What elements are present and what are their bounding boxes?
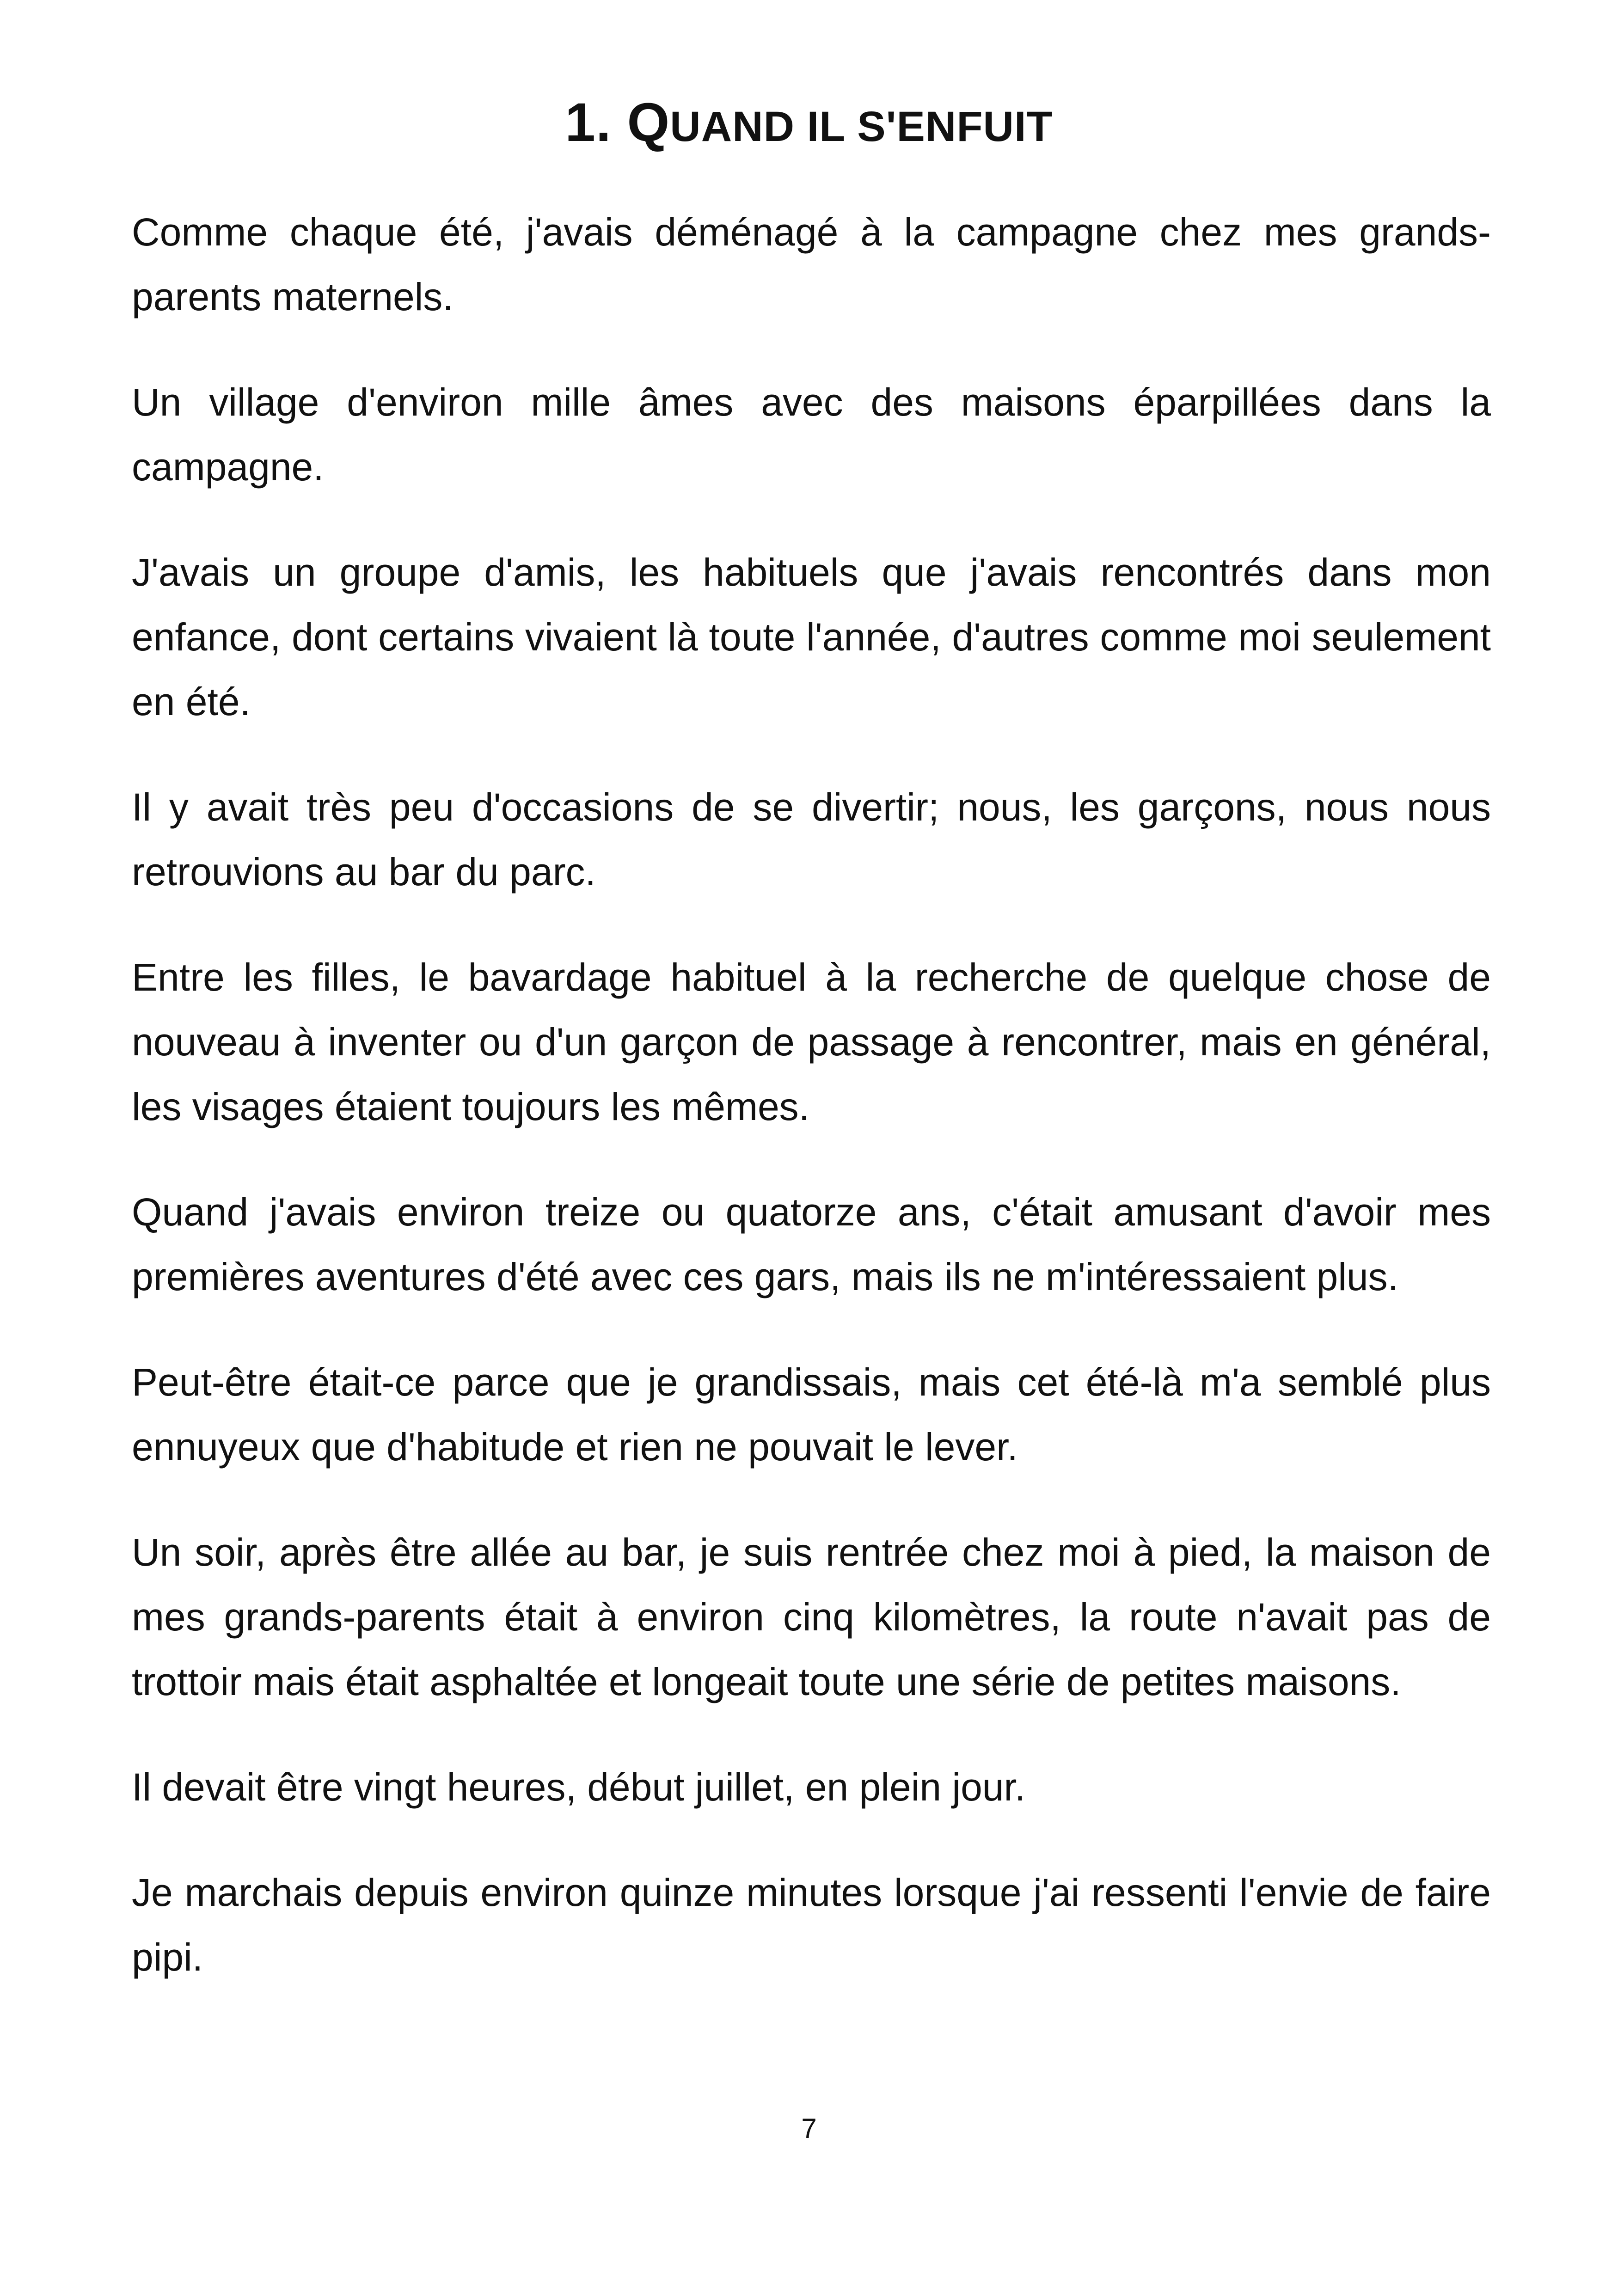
paragraph: Il devait être vingt heures, début juillet, en plein jour. [132,1765,1026,1809]
paragraph: Il y avait très peu d'occasions de se divertir; nous, les garçons, nous nous retrouvions au bar du parc. [132,785,1491,894]
chapter-title-initial: Q [627,92,670,153]
paragraph: Quand j'avais environ treize ou quatorze ans, c'était amusant d'avoir mes premières aventures d'été avec ces gars, mais ils ne m'intéressaient plus. [132,1190,1491,1298]
paragraph: Je marchais depuis environ quinze minutes lorsque j'ai ressenti l'envie de faire pipi. [132,1871,1491,1979]
body-text [132,200,1491,2030]
chapter-number: 1. [565,92,612,153]
chapter-title [0,88,1618,161]
chapter-title-rest: UAND IL S'ENFUIT [670,103,1053,150]
paragraph: Un village d'environ mille âmes avec des maisons éparpillées dans la campagne. [132,380,1491,489]
paragraph: Comme chaque été, j'avais déménagé à la campagne chez mes grands-parents maternels. [132,210,1491,318]
paragraph: J'avais un groupe d'amis, les habituels que j'avais rencontrés dans mon enfance, dont certains vivaient là toute l'année, d'autres comme moi seulement en été. [132,551,1491,723]
page-number: 7 [801,2113,817,2144]
paragraph: Entre les filles, le bavardage habituel à la recherche de quelque chose de nouveau à inventer ou d'un garçon de passage à rencontrer, mais en général, les visages étaient toujours les mêmes. [132,955,1491,1128]
paragraph: Peut-être était-ce parce que je grandissais, mais cet été-là m'a semblé plus ennuyeux que d'habitude et rien ne pouvait le lever. [132,1360,1491,1469]
paragraph: Un soir, après être allée au bar, je suis rentrée chez moi à pied, la maison de mes grands-parents était à environ cinq kilomètres, la route n'avait pas de trottoir mais était asphaltée et longeait toute une série de petites maisons. [132,1531,1491,1703]
